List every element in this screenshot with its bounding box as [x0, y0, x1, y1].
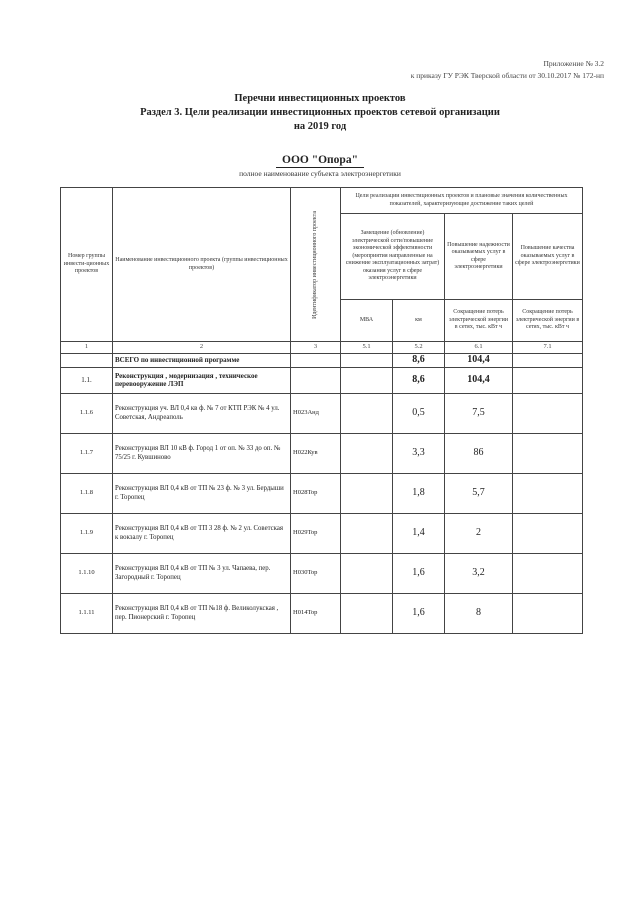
row-number: 1.1.7 [61, 433, 113, 473]
column-number: 6.1 [445, 342, 513, 354]
row-identifier: H022Кув [291, 433, 341, 473]
header-goal-reliability: Повышение надежности оказываемых услуг в сфере электроэнергетики [445, 214, 513, 300]
table-row [61, 433, 583, 473]
header-identifier: Идентификатор инвестиционного проекта [312, 210, 318, 319]
row-km: 1,4 [393, 513, 445, 553]
group-number: 1.1. [61, 367, 113, 393]
row-identifier: H028Тор [291, 473, 341, 513]
group-km: 8,6 [393, 367, 445, 393]
row-losses: 7,5 [445, 393, 513, 433]
table-row [61, 553, 583, 593]
row-number: 1.1.11 [61, 593, 113, 633]
column-number: 7.1 [513, 342, 583, 354]
row-project-name: Реконструкция ВЛ 0,4 кВ от ТП 3 28 ф. № 2 ул. Советская к вокзалу г. Торопец [113, 513, 291, 553]
header-identifier-cell [291, 188, 341, 342]
header-unit-mva: МВА [341, 300, 393, 342]
total-row [61, 353, 583, 367]
table-row [61, 513, 583, 553]
appendix-line-2: к приказу ГУ РЭК Тверской области от 30.10.2017 № 172-нп [410, 71, 604, 80]
group-label: Реконструкция , модернизация , техническое перевооружение ЛЭП [113, 367, 291, 393]
column-number: 2 [113, 342, 291, 354]
row-identifier: H029Тор [291, 513, 341, 553]
group-losses: 104,4 [445, 367, 513, 393]
total-label: ВСЕГО по инвестиционной программе [113, 353, 291, 367]
row-losses: 86 [445, 433, 513, 473]
column-number: 5.2 [393, 342, 445, 354]
column-number: 1 [61, 342, 113, 354]
row-number: 1.1.8 [61, 473, 113, 513]
header-unit-km: км [393, 300, 445, 342]
row-losses: 5,7 [445, 473, 513, 513]
row-number: 1.1.9 [61, 513, 113, 553]
header-reduction-losses: Сокращение потерь электрической энергии в сетях, тыс. кВт ч [445, 300, 513, 342]
organization-caption: полное наименование субъекта электроэнергетики [239, 169, 401, 178]
organization-block [0, 150, 640, 178]
row-number: 1.1.6 [61, 393, 113, 433]
column-number: 5.1 [341, 342, 393, 354]
header-goal-availability: Повышение качества оказываемых услуг в сфере электроэнергетики [513, 214, 583, 300]
row-project-name: Реконструкция ВЛ 0,4 кВ от ТП № 3 ул. Чапаева, пер. Загородный г. Торопец [113, 553, 291, 593]
table-row [61, 473, 583, 513]
row-losses: 8 [445, 593, 513, 633]
projects-table [60, 187, 583, 634]
row-km: 3,3 [393, 433, 445, 473]
header-reduction-losses-2: Сокращение потерь электрической энергии в сетях, тыс. кВт ч [513, 300, 583, 342]
document-title [0, 92, 640, 134]
row-losses: 3,2 [445, 553, 513, 593]
row-identifier: H030Тор [291, 553, 341, 593]
group-row [61, 367, 583, 393]
title-line-1: Перечни инвестиционных проектов [234, 93, 406, 104]
row-km: 1,6 [393, 553, 445, 593]
row-km: 1,8 [393, 473, 445, 513]
row-project-name: Реконструкция ВЛ 0,4 кВ от ТП №18 ф. Великолукская , пер. Пионерский г. Торопец [113, 593, 291, 633]
row-project-name: Реконструкция ВЛ 10 кВ ф. Город 1 от оп. № 33 до оп. № 75/25 г. Кувшиново [113, 433, 291, 473]
row-losses: 2 [445, 513, 513, 553]
row-project-name: Реконструкция уч. ВЛ 0,4 кв ф. № 7 от КТП РЭК № 4 ул. Советская, Андреаполь [113, 393, 291, 433]
column-number: 3 [291, 342, 341, 354]
total-km: 8,6 [393, 353, 445, 367]
header-goals: Цели реализации инвестиционных проектов и плановые значения количественных показателей, характеризующие достижение таких целей [341, 188, 583, 214]
organization-name: ООО "Опора" [276, 154, 364, 168]
row-km: 1,6 [393, 593, 445, 633]
header-project-name: Наименование инвестиционного проекта (группы инвестиционных проектов) [113, 188, 291, 342]
row-project-name: Реконструкция ВЛ 0,4 кВ от ТП № 23 ф. № 3 ул. Бердыши г. Торопец [113, 473, 291, 513]
row-number: 1.1.10 [61, 553, 113, 593]
column-numbers-row [61, 342, 583, 354]
total-losses: 104,4 [445, 353, 513, 367]
appendix-line-1: Приложение № 3.2 [543, 59, 604, 68]
title-line-3: на 2019 год [293, 121, 347, 132]
row-identifier: H023Анд [291, 393, 341, 433]
table-row [61, 593, 583, 633]
row-km: 0,5 [393, 393, 445, 433]
table-row [61, 393, 583, 433]
header-group-number: Номер группы инвести-ционных проектов [61, 188, 113, 342]
header-goal-replacement: Замещение (обновление) электрической сети/повышение экономической эффективности (мероприятия направленные на снижение эксплуатационных затрат) оказания услуг в сфере электроэнергетики [341, 214, 445, 300]
row-identifier: H014Тор [291, 593, 341, 633]
title-line-2: Раздел 3. Цели реализации инвестиционных проектов сетевой организации [140, 107, 500, 118]
appendix-note [411, 58, 604, 82]
